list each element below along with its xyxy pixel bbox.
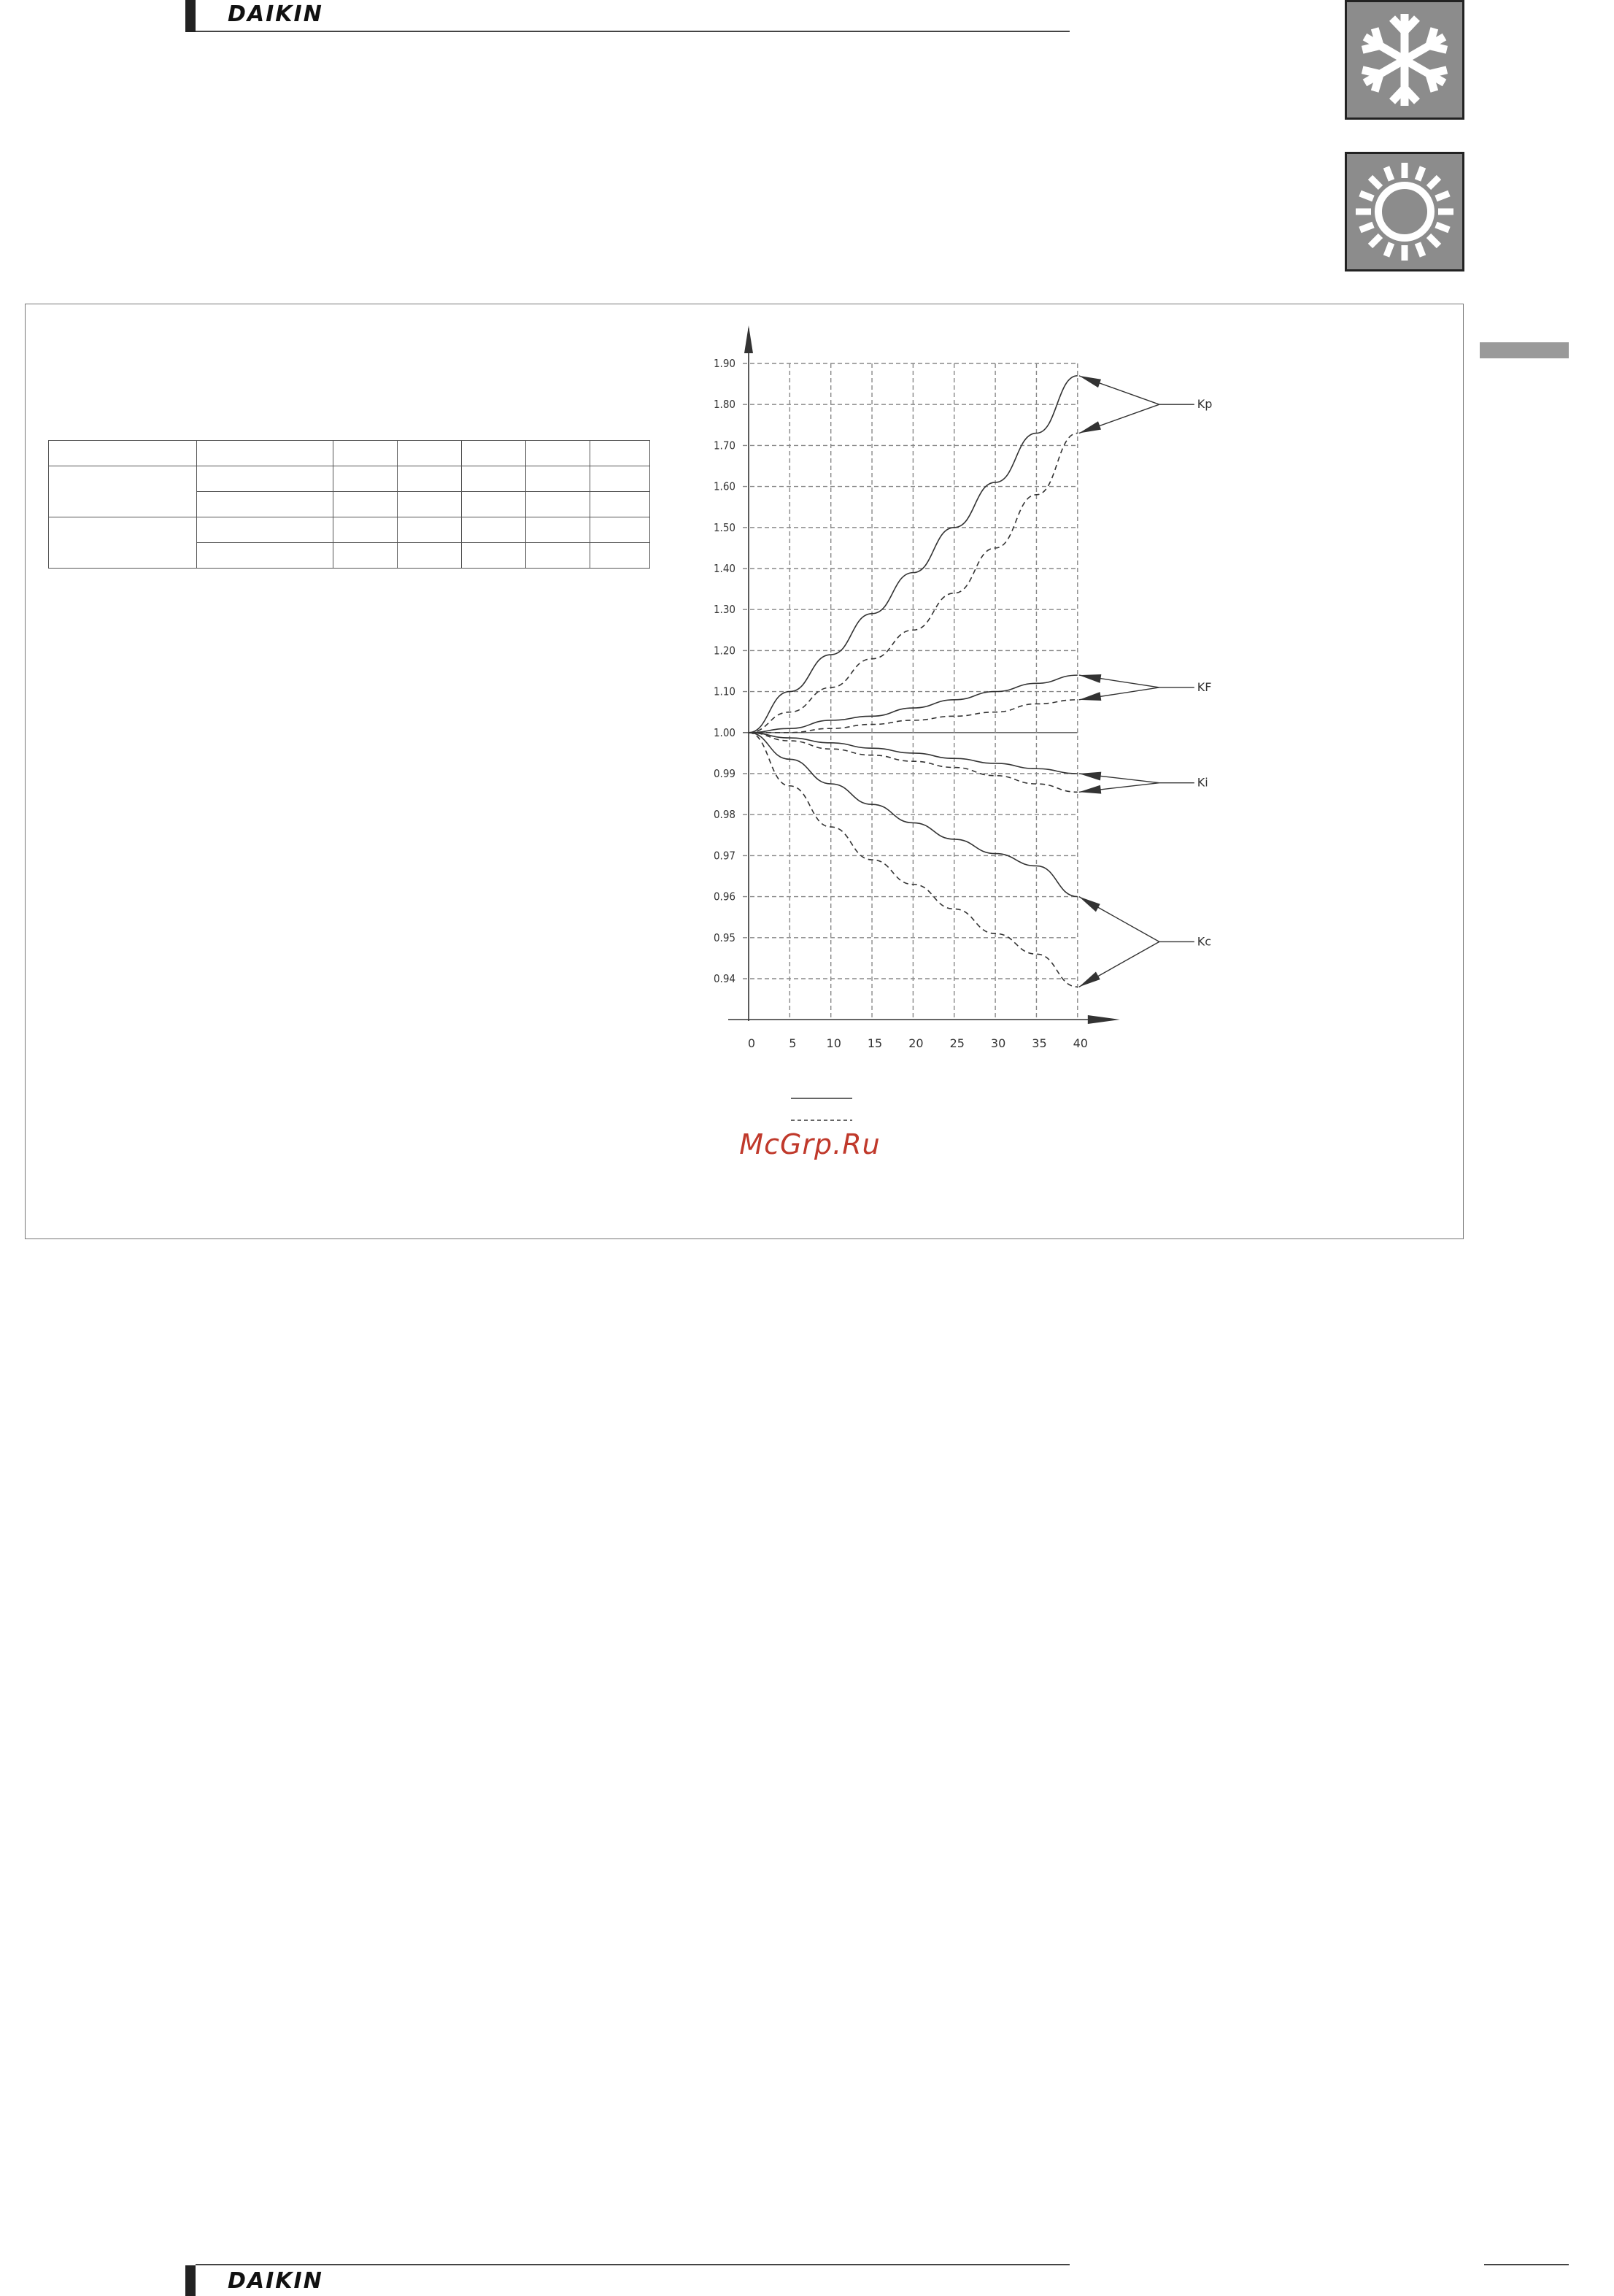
callout-arrowhead — [1079, 674, 1102, 683]
table-cell — [526, 543, 590, 569]
x-tick-label: 25 — [949, 1036, 965, 1050]
x-tick-label: 15 — [867, 1036, 883, 1050]
callout-arrowhead — [1079, 897, 1100, 912]
y-tick-label: 1.60 — [713, 479, 735, 493]
table-cell — [398, 492, 462, 517]
table-cell — [333, 466, 398, 492]
footer-brand-logo: DAIKIN — [228, 2268, 323, 2294]
table-cell — [590, 517, 650, 543]
table-cell — [197, 441, 333, 466]
callout-arrowhead — [1079, 376, 1101, 388]
y-tick-label: 1.00 — [713, 725, 735, 739]
table-cell — [462, 441, 526, 466]
y-tick-label: 0.95 — [713, 931, 735, 944]
table-cell — [590, 441, 650, 466]
table-cell — [333, 441, 398, 466]
y-tick-label: 1.50 — [713, 520, 735, 534]
table-cell — [526, 492, 590, 517]
table-cell — [590, 543, 650, 569]
curve-label-kp: Kp — [1197, 397, 1213, 412]
table-cell — [398, 441, 462, 466]
table-cell — [197, 543, 333, 569]
table-cell — [333, 543, 398, 569]
y-tick-label: 1.70 — [713, 439, 735, 452]
table-cell — [590, 492, 650, 517]
sun-icon — [1347, 154, 1462, 269]
curve-label-ki: Ki — [1197, 775, 1208, 790]
chart-axes — [728, 325, 1120, 1024]
correction-factor-chart — [686, 307, 1240, 1139]
table-cell — [462, 492, 526, 517]
table-row — [49, 466, 650, 492]
callout-arrowhead — [1079, 692, 1102, 701]
x-tick-label: 10 — [826, 1036, 841, 1050]
footer-brand-bar — [185, 2265, 196, 2296]
table-row — [49, 517, 650, 543]
y-tick-label: 0.96 — [713, 890, 735, 904]
table-cell — [333, 517, 398, 543]
table-cell — [333, 492, 398, 517]
table-cell — [462, 543, 526, 569]
x-tick-label: 40 — [1073, 1036, 1088, 1050]
y-tick-label: 0.94 — [713, 972, 735, 985]
header-brand-logo: DAIKIN — [228, 1, 323, 27]
x-tick-label: 0 — [747, 1036, 756, 1050]
table-row — [49, 441, 650, 466]
y-tick-label: 0.98 — [713, 808, 735, 822]
y-axis-arrow — [744, 325, 753, 353]
snowflake-icon — [1347, 2, 1462, 118]
table-cell — [197, 517, 333, 543]
table-cell — [462, 517, 526, 543]
table-cell — [526, 517, 590, 543]
table-cell — [398, 517, 462, 543]
x-tick-label: 30 — [990, 1036, 1006, 1050]
y-tick-label: 1.40 — [713, 562, 735, 575]
table-cell — [526, 441, 590, 466]
header-brand-bar — [185, 0, 196, 32]
y-tick-label: 1.10 — [713, 685, 735, 698]
y-tick-label: 1.90 — [713, 357, 735, 370]
table-cell — [398, 543, 462, 569]
table-cell — [526, 466, 590, 492]
table-cell — [49, 441, 197, 466]
section-tab-marker — [1480, 342, 1569, 358]
x-tick-label: 20 — [908, 1036, 924, 1050]
table-cell — [590, 466, 650, 492]
table-cell — [197, 466, 333, 492]
callout-arrowhead — [1079, 421, 1101, 433]
callout-arrowhead — [1079, 772, 1101, 781]
y-tick-label: 1.80 — [713, 398, 735, 412]
callout-arrowhead — [1079, 972, 1100, 987]
header-rule — [196, 31, 1070, 32]
table-cell — [197, 492, 333, 517]
chart-tick-labels — [714, 357, 1088, 1050]
x-axis-arrow — [1088, 1015, 1120, 1024]
table-cell — [398, 466, 462, 492]
watermark-text: McGrp.Ru — [739, 1128, 881, 1160]
table-cell — [462, 466, 526, 492]
table-cell — [49, 517, 197, 569]
callout-arrowhead — [1079, 785, 1101, 794]
curve-label-kc: Kc — [1197, 934, 1212, 949]
curve-label-kf: KF — [1197, 679, 1212, 694]
heating-mode-icon — [1345, 152, 1464, 271]
chart-legend — [791, 1098, 852, 1120]
y-tick-label: 1.30 — [713, 603, 735, 617]
y-tick-label: 0.99 — [713, 767, 735, 780]
footer-rule — [196, 2264, 1070, 2265]
x-tick-label: 35 — [1032, 1036, 1047, 1050]
x-tick-label: 5 — [789, 1036, 797, 1050]
chart-callouts — [1079, 376, 1213, 987]
footer-right-rule — [1484, 2264, 1569, 2265]
y-tick-label: 0.97 — [713, 849, 735, 863]
correction-factor-table — [48, 440, 650, 569]
table-cell — [49, 466, 197, 517]
y-tick-label: 1.20 — [713, 644, 735, 658]
cooling-mode-icon — [1345, 0, 1464, 120]
